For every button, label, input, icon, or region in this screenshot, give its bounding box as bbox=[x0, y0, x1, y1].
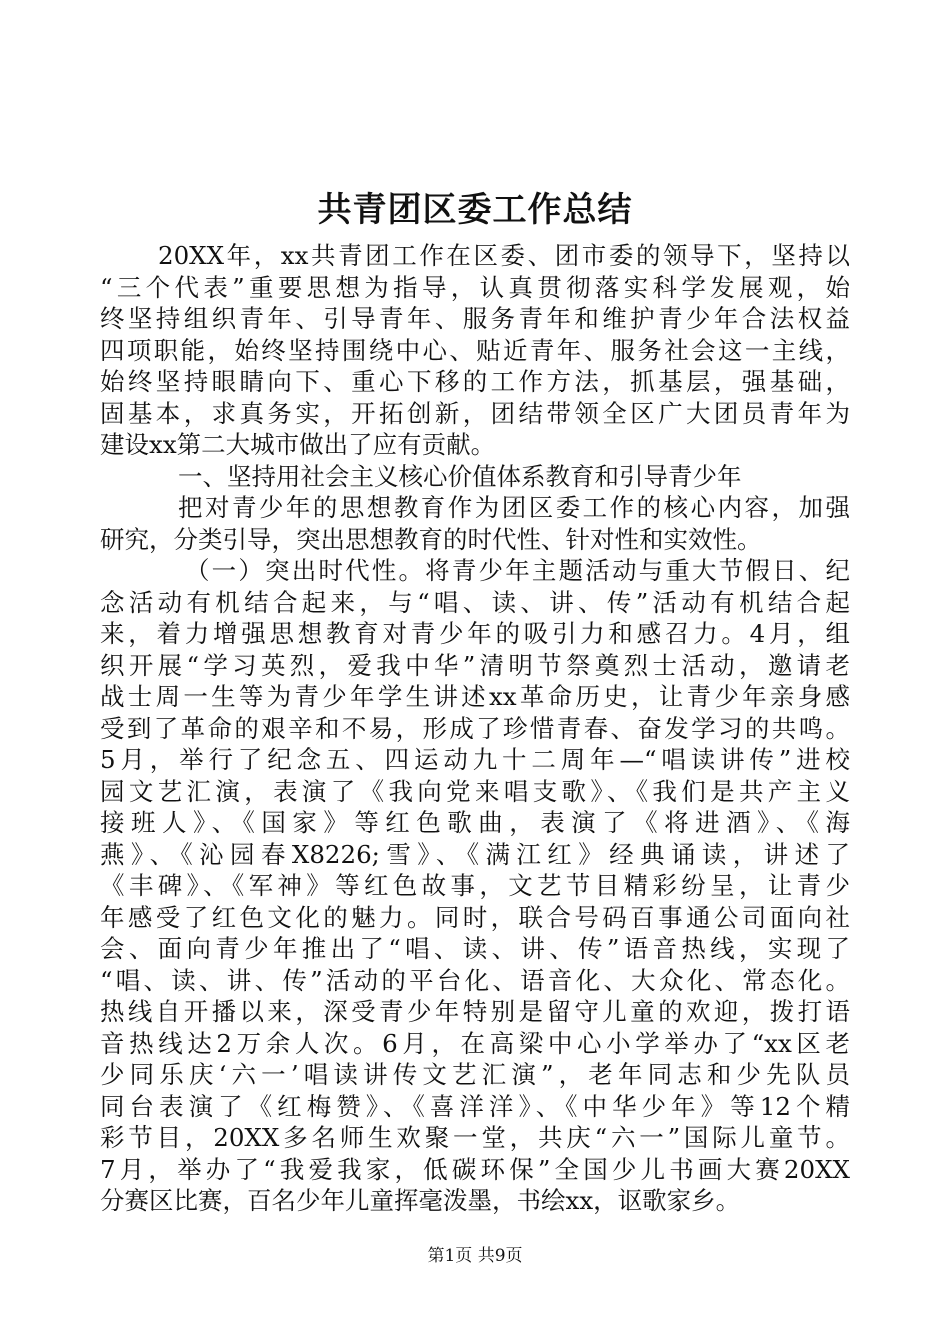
body-line: 20XX年，xx共青团工作在区委、团市委的领导下，坚持以 bbox=[158, 241, 850, 270]
body-line: 园文艺汇演，表演了《我向党来唱支歌》、《我们是共产主义 bbox=[100, 776, 850, 806]
body-line: 把对青少年的思想教育作为团区委工作的核心内容，加强 bbox=[178, 493, 850, 522]
body-line: 念活动有机结合起来，与“唱、读、讲、传”活动有机结合起 bbox=[100, 587, 850, 617]
body-line: 彩节目，20XX多名师生欢聚一堂，共庆“六一”国际儿童节。 bbox=[100, 1123, 850, 1152]
body-line: 始终坚持眼睛向下、重心下移的工作方法，抓基层，强基础， bbox=[100, 367, 850, 396]
body-line: 来，着力增强思想教育对青少年的吸引力和感召力。4月，组 bbox=[100, 619, 850, 648]
document-title: 共青团区委工作总结 bbox=[317, 190, 633, 230]
body-line: 分赛区比赛，百名少年儿童挥毫泼墨，书绘xx，讴歌家乡。 bbox=[100, 1186, 741, 1215]
body-line: 《丰碑》、《军神》等红色故事，文艺节目精彩纷呈，让青少 bbox=[100, 871, 850, 900]
body-line: 7月，举办了“我爱我家，低碳环保”全国少儿书画大赛20XX bbox=[100, 1154, 850, 1184]
body-line: 固基本，求真务实，开拓创新，团结带领全区广大团员青年为 bbox=[100, 398, 850, 428]
body-line: 受到了革命的艰辛和不易，形成了珍惜青春、奋发学习的共鸣。 bbox=[100, 713, 850, 743]
document-body bbox=[100, 240, 850, 1217]
body-line: 少同乐庆‘六一’唱读讲传文艺汇演”，老年同志和少先队员 bbox=[100, 1060, 850, 1089]
body-line: 年感受了红色文化的魅力。同时，联合号码百事通公司面向社 bbox=[100, 902, 850, 932]
body-line: 热线自开播以来，深受青少年特别是留守儿童的欢迎，拨打语 bbox=[100, 997, 850, 1026]
body-line: （一）突出时代性。将青少年主题活动与重大节假日、纪 bbox=[185, 556, 850, 585]
body-line: 会、面向青少年推出了“唱、读、讲、传”语音热线，实现了 bbox=[100, 934, 850, 963]
body-line: 同台表演了《红梅赞》、《喜洋洋》、《中华少年》等12个精 bbox=[100, 1091, 850, 1121]
body-line: “三个代表”重要思想为指导，认真贯彻落实科学发展观，始 bbox=[100, 272, 850, 302]
body-line: 终坚持组织青年、引导青年、服务青年和维护青少年合法权益 bbox=[100, 304, 850, 333]
body-line: “唱、读、讲、传”活动的平台化、语音化、大众化、常态化。 bbox=[100, 965, 850, 995]
body-line: 建设xx第二大城市做出了应有贡献。 bbox=[100, 430, 496, 459]
body-line: 战士周一生等为青少年学生讲述xx革命历史，让青少年亲身感 bbox=[100, 682, 850, 711]
body-line: 织开展“学习英烈，爱我中华”清明节祭奠烈士活动，邀请老 bbox=[100, 650, 850, 680]
section-heading: 一、坚持用社会主义核心价值体系教育和引导青少年 bbox=[178, 461, 742, 491]
body-line: 接班人》、《国家》等红色歌曲，表演了《将进酒》、《海 bbox=[100, 808, 850, 837]
body-line: 四项职能，始终坚持围绕中心、贴近青年、服务社会这一主线， bbox=[100, 335, 850, 365]
body-line: 燕》、《沁园春X8226;雪》、《满江红》经典诵读，讲述了 bbox=[100, 839, 850, 869]
page-number-footer: 第1页 共9页 bbox=[427, 1246, 523, 1266]
body-line: 研究，分类引导，突出思想教育的时代性、针对性和实效性。 bbox=[100, 524, 762, 554]
body-line: 5月，举行了纪念五、四运动九十二周年—“唱读讲传”进校 bbox=[100, 745, 850, 774]
body-line: 音热线达2万余人次。6月，在高梁中心小学举办了“xx区老 bbox=[100, 1028, 850, 1058]
